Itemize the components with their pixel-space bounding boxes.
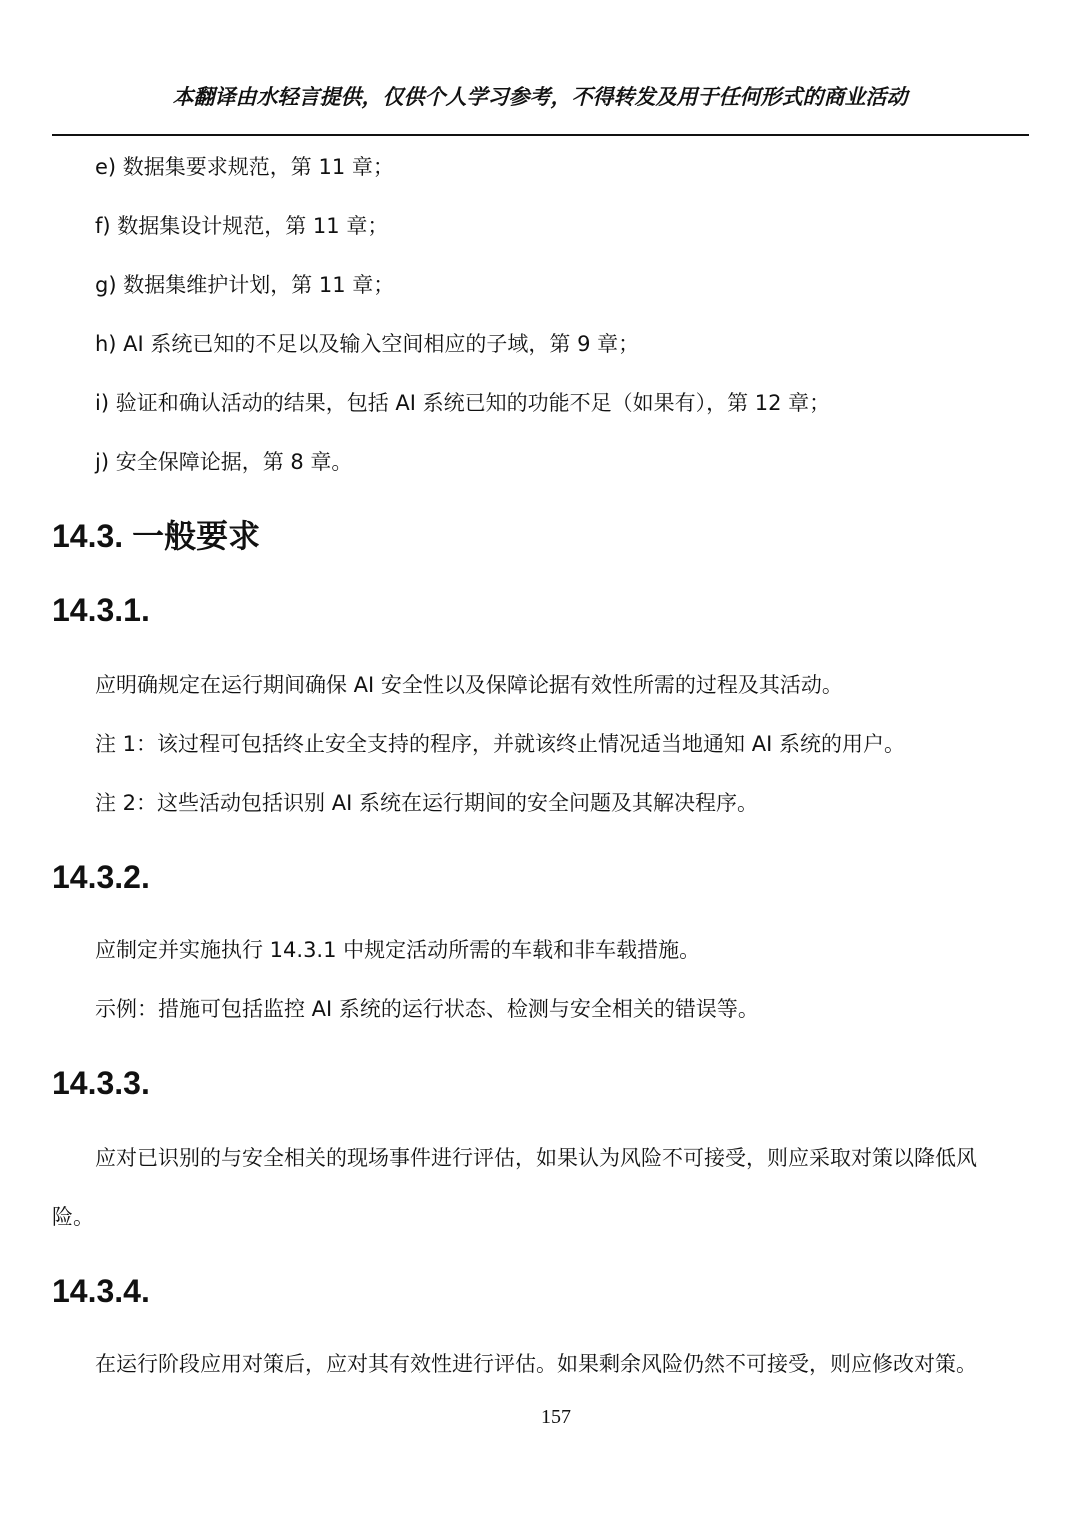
subsection-heading-14-3-1: 14.3.1. — [52, 592, 150, 628]
list-item-i: i) 验证和确认活动的结果，包括 AI 系统已知的功能不足（如果有），第 12 章； — [95, 391, 831, 415]
page-number: 157 — [541, 1406, 571, 1428]
paragraph-14-3-3-line-2: 险。 — [52, 1205, 94, 1229]
paragraph-14-3-2-requirement: 应制定并实施执行 14.3.1 中规定活动所需的车载和非车载措施。 — [95, 938, 701, 962]
header-divider — [52, 134, 1029, 136]
list-item-j: j) 安全保障论据，第 8 章。 — [95, 450, 353, 474]
section-heading-14-3: 14.3. 一般要求 — [52, 518, 261, 554]
list-item-g: g) 数据集维护计划，第 11 章； — [95, 273, 395, 297]
subsection-heading-14-3-4: 14.3.4. — [52, 1273, 150, 1309]
list-item-h: h) AI 系统已知的不足以及输入空间相应的子域，第 9 章； — [95, 332, 640, 356]
list-item-f: f) 数据集设计规范，第 11 章； — [95, 214, 389, 238]
paragraph-14-3-1-note-1: 注 1：该过程可包括终止安全支持的程序，并就该终止情况适当地通知 AI 系统的用户。 — [95, 732, 905, 756]
header-notice: 本翻译由水轻言提供，仅供个人学习参考，不得转发及用于任何形式的商业活动 — [172, 85, 908, 109]
paragraph-14-3-2-example: 示例：措施可包括监控 AI 系统的运行状态、检测与安全相关的错误等。 — [95, 997, 759, 1021]
list-item-e: e) 数据集要求规范，第 11 章； — [95, 155, 394, 179]
paragraph-14-3-1-requirement: 应明确规定在运行期间确保 AI 安全性以及保障论据有效性所需的过程及其活动。 — [95, 673, 843, 697]
paragraph-14-3-3-line-1: 应对已识别的与安全相关的现场事件进行评估，如果认为风险不可接受，则应采取对策以降低风 — [95, 1146, 977, 1170]
paragraph-14-3-1-note-2: 注 2：这些活动包括识别 AI 系统在运行期间的安全问题及其解决程序。 — [95, 791, 758, 815]
subsection-heading-14-3-2: 14.3.2. — [52, 859, 150, 895]
subsection-heading-14-3-3: 14.3.3. — [52, 1065, 150, 1101]
paragraph-14-3-4-requirement: 在运行阶段应用对策后，应对其有效性进行评估。如果剩余风险仍然不可接受，则应修改对策。 — [95, 1352, 977, 1376]
